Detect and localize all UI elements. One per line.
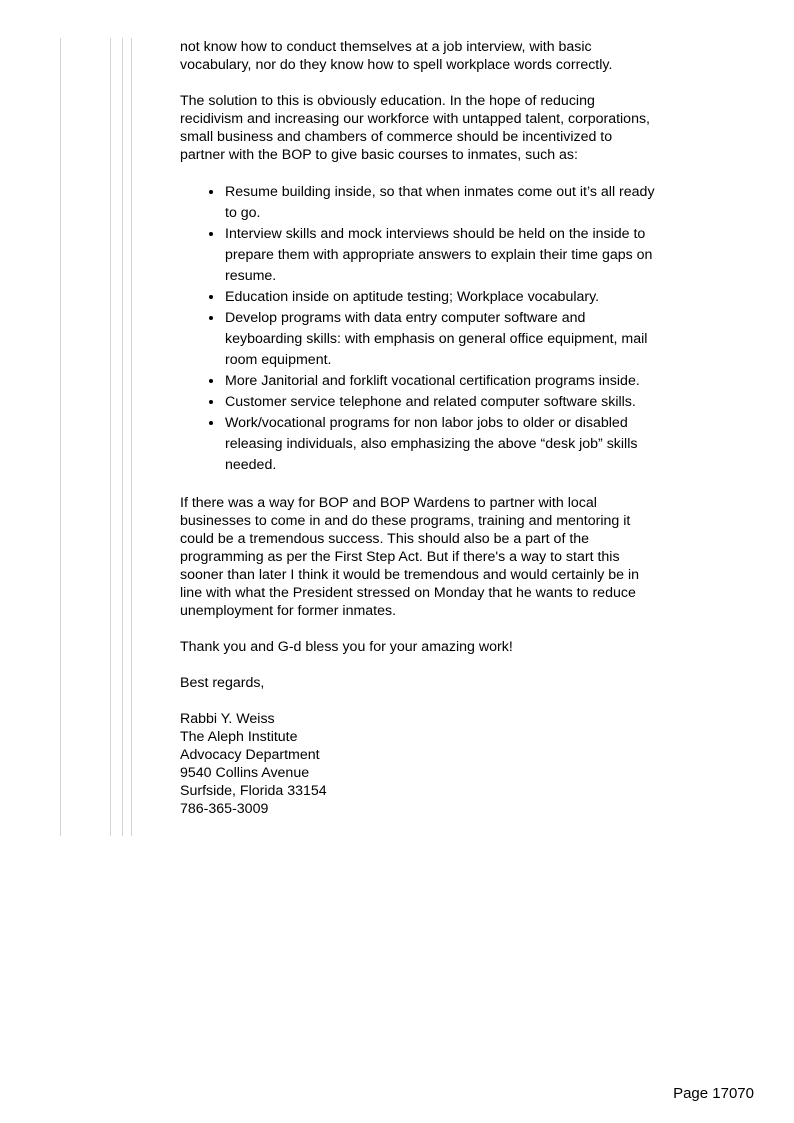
quote-rule — [122, 38, 123, 836]
signer-name: Rabbi Y. Weiss — [180, 711, 275, 727]
list-item: • Work/vocational programs for non labor jobs to older or disabled releasing individuals, also emphasizing the above “desk job” skills needed. — [224, 413, 660, 476]
list-item: • More Janitorial and forklift vocational certification programs inside. — [224, 371, 660, 392]
signer-phone: 786-365-3009 — [180, 801, 269, 817]
course-list — [180, 182, 660, 476]
signer-city: Surfside, Florida 33154 — [180, 783, 327, 799]
partner-paragraph: If there was a way for BOP and BOP Wardens to partner with local businesses to come in and do these programs, training and mentoring it could be a tremendous success. This should also be a part of the programming as per the First Step Act. But if there's a way to start this sooner than later I think it would be tremendous and would certainly be in line with what the President stressed on Monday that he wants to reduce unemployment for former inmates. — [180, 495, 640, 619]
thanks-line: Thank you and G-d bless you for your amazing work! — [180, 639, 513, 655]
list-item: • Resume building inside, so that when inmates come out it’s all ready to go. — [224, 182, 660, 224]
signer-street: 9540 Collins Avenue — [180, 765, 310, 781]
page-number: Page 17070 — [673, 1085, 754, 1102]
solution-paragraph: The solution to this is obviously education. In the hope of reducing recidivism and increasing our workforce with untapped talent, corporations, small business and chambers of commerce should be incentivized to partner with the BOP to give basic courses to inmates, such as: — [180, 93, 651, 163]
closing-line: Best regards, — [180, 675, 265, 691]
list-item: • Education inside on aptitude testing; Workplace vocabulary. — [224, 287, 660, 308]
letter-body — [180, 38, 660, 818]
quote-rule — [131, 38, 132, 836]
signature-block — [180, 710, 660, 818]
signer-department: Advocacy Department — [180, 747, 320, 763]
signer-organization: The Aleph Institute — [180, 729, 298, 745]
quote-rule — [60, 38, 61, 836]
intro-fragment-paragraph: not know how to conduct themselves at a job interview, with basic vocabulary, nor do they know how to spell workplace words correctly. — [180, 39, 613, 73]
list-item: • Customer service telephone and related computer software skills. — [224, 392, 660, 413]
list-item: • Interview skills and mock interviews should be held on the inside to prepare them with appropriate answers to explain their time gaps on resume. — [224, 224, 660, 287]
list-item: • Develop programs with data entry computer software and keyboarding skills: with emphasis on general office equipment, mail room equipment. — [224, 308, 660, 371]
quote-rule — [110, 38, 111, 836]
